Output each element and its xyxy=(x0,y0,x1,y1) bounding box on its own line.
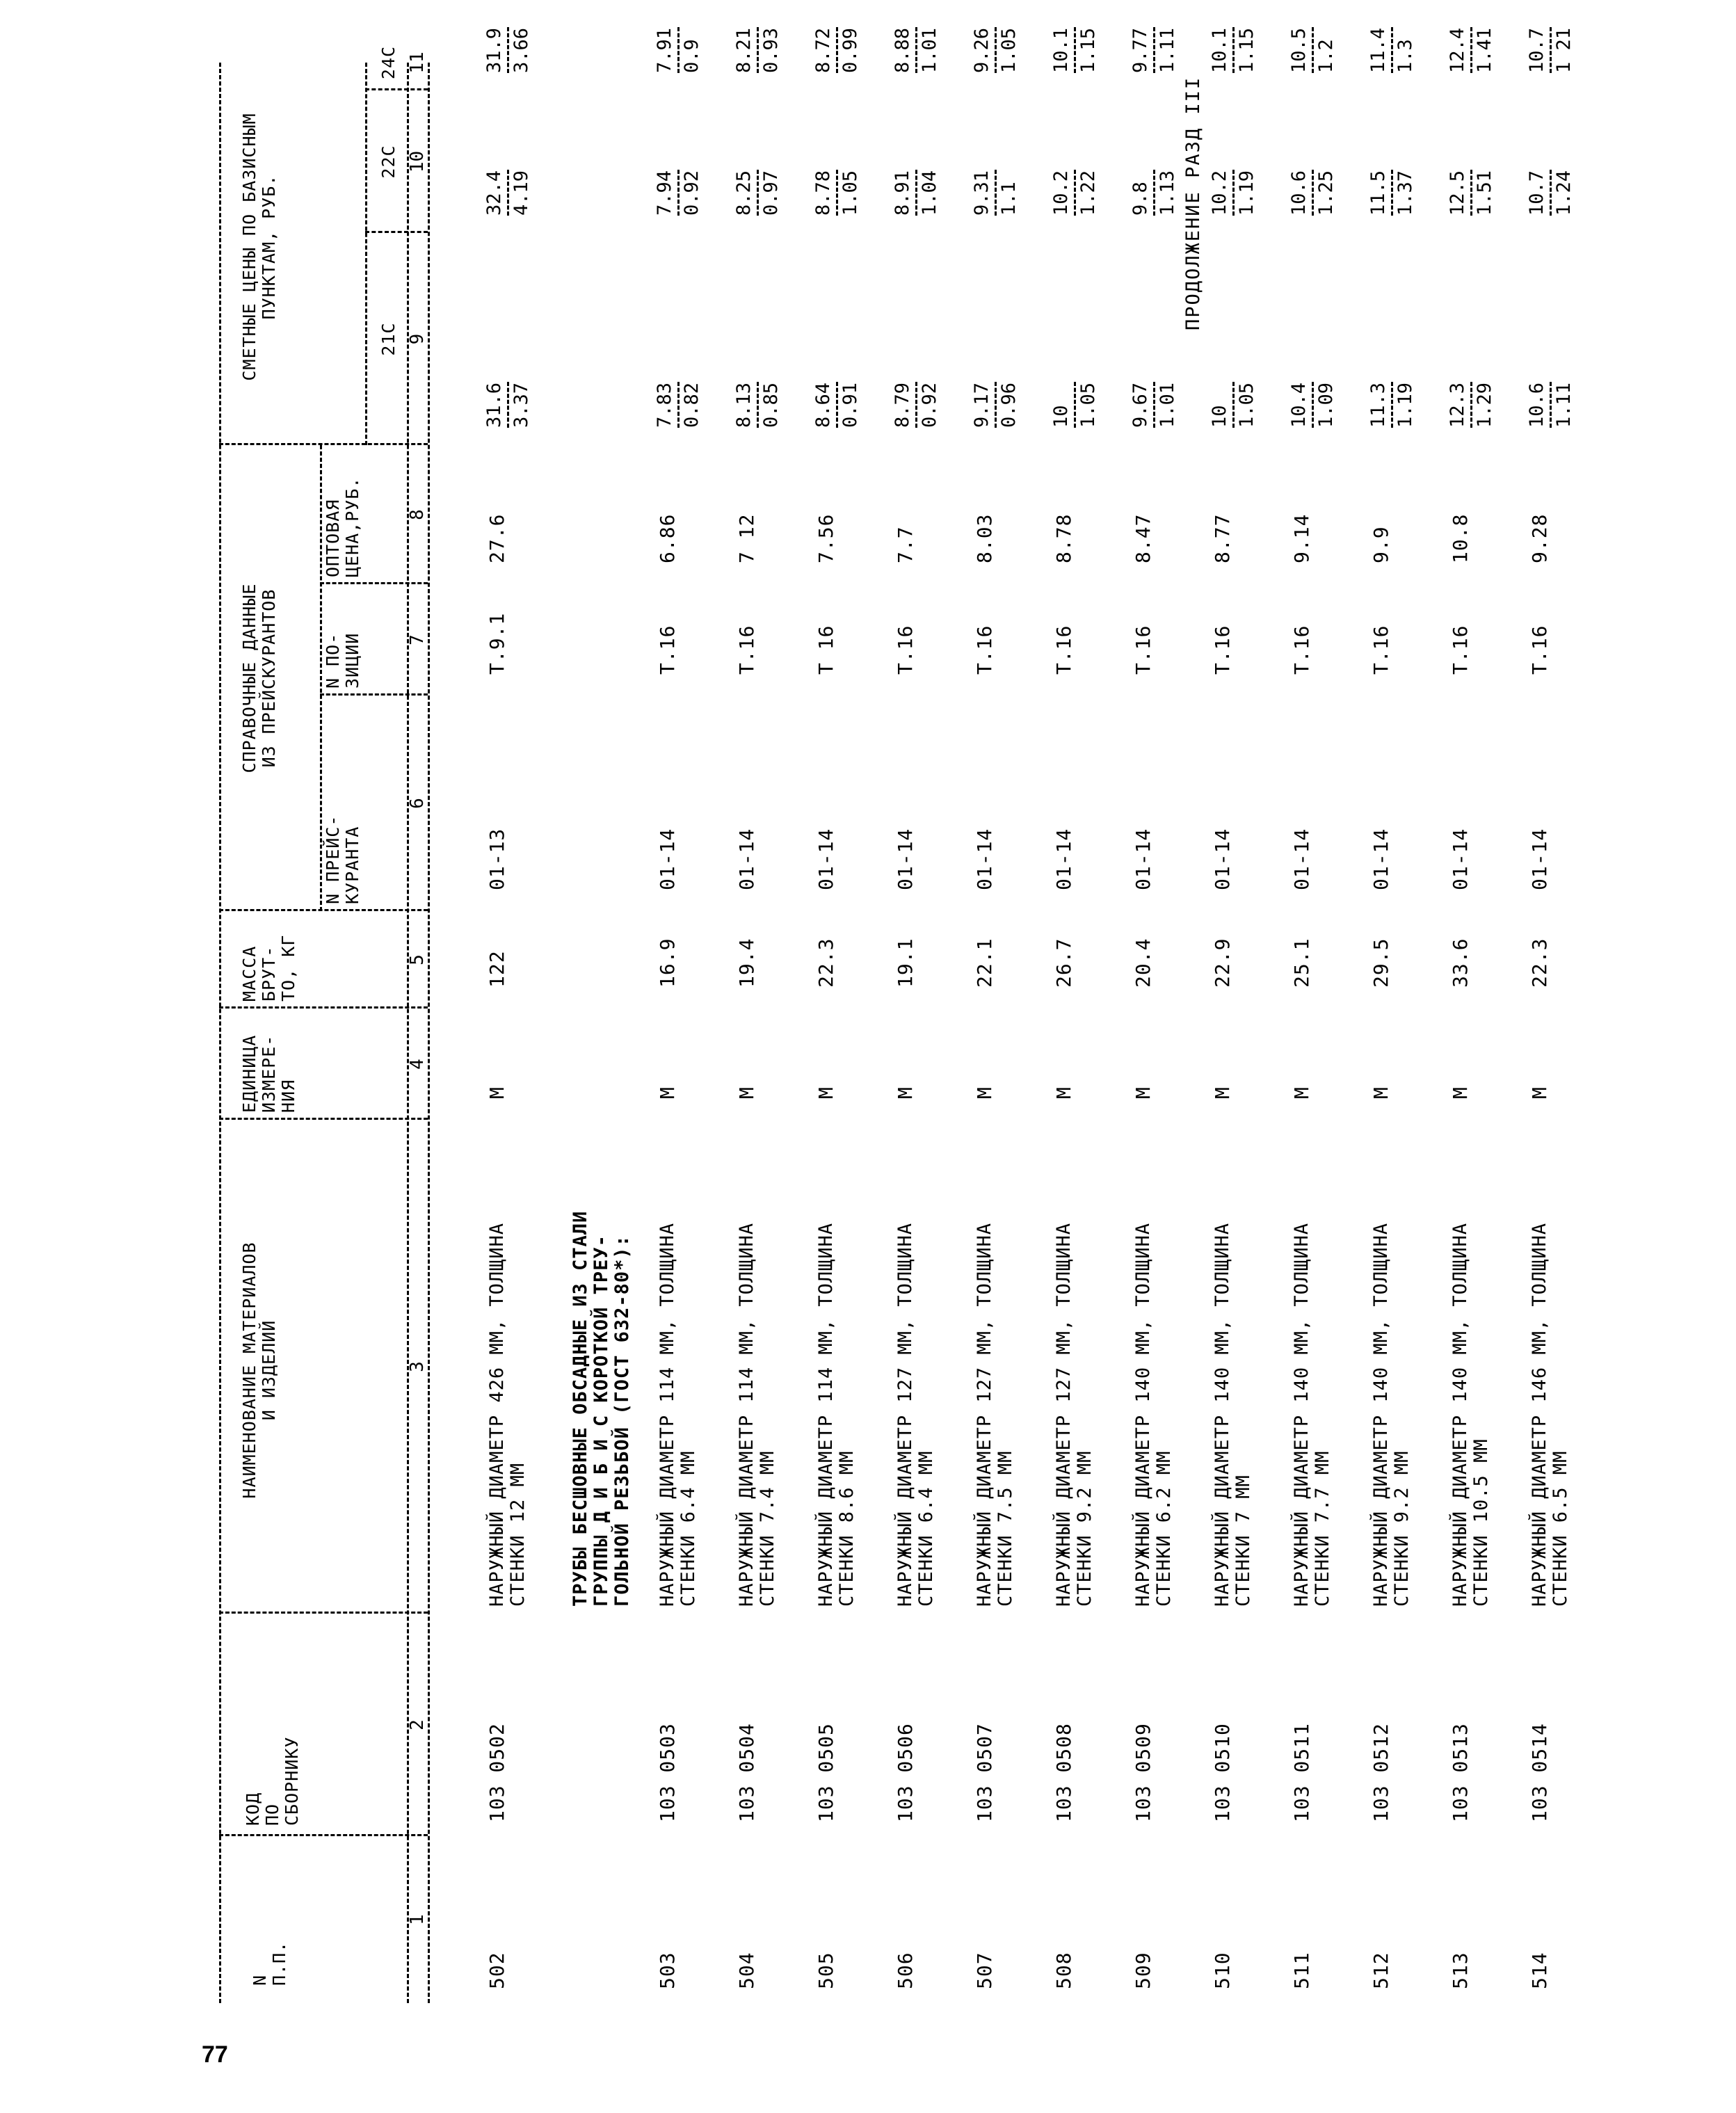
column-number: 11 xyxy=(407,51,428,74)
row-price-p24 xyxy=(1209,27,1258,73)
row-mass: 122 xyxy=(485,950,508,988)
row-number: 503 xyxy=(656,1952,679,1989)
row-price-p21 xyxy=(1447,382,1496,428)
row-code: 103 0506 xyxy=(894,1723,917,1822)
group-price-rule xyxy=(365,63,367,445)
row-wholesale: 8.03 xyxy=(973,513,996,563)
header-pricelist: N ПРЕЙС- КУРАНТА xyxy=(323,814,362,904)
price-numerator: 10.7 xyxy=(1526,27,1548,73)
row-price-p24 xyxy=(483,27,533,73)
price-denominator: 3.66 xyxy=(511,27,532,73)
row-pricelist: 01-14 xyxy=(1369,828,1392,890)
row-position: Т.16 xyxy=(656,625,679,675)
row-code: 103 0514 xyxy=(1528,1723,1551,1822)
fraction-rule xyxy=(1470,382,1472,428)
row-name: НАРУЖНЫЙ ДИАМЕТР 140 ММ, ТОЛЩИНА СТЕНКИ 6.2 ММ xyxy=(1132,1222,1175,1607)
fraction-rule xyxy=(915,27,917,73)
price-numerator: 9.17 xyxy=(971,382,992,428)
row-wholesale: 27.6 xyxy=(485,513,508,563)
row-mass: 26.7 xyxy=(1052,938,1075,988)
price-denominator: 1.13 xyxy=(1157,170,1178,216)
col-rule-2 xyxy=(219,1612,428,1614)
row-position: Т.16 xyxy=(1528,625,1551,675)
row-price-p22 xyxy=(1050,170,1100,216)
row-position: Т.9.1 xyxy=(485,612,508,675)
fraction-rule xyxy=(677,27,680,73)
row-price-p22 xyxy=(812,170,862,216)
row-wholesale: 8.78 xyxy=(1052,513,1075,563)
row-mass: 19.1 xyxy=(894,938,917,988)
row-pricelist: 01-14 xyxy=(1132,828,1155,890)
column-number: 5 xyxy=(407,954,428,965)
row-wholesale: 7.7 xyxy=(894,526,917,563)
header-24c: 24С xyxy=(378,45,399,80)
row-code: 103 0505 xyxy=(814,1723,837,1822)
row-mass: 20.4 xyxy=(1132,938,1155,988)
fraction-rule xyxy=(1391,170,1393,216)
row-price-p21 xyxy=(1050,382,1100,428)
row-price-p21 xyxy=(1130,382,1179,428)
row-price-p21 xyxy=(1367,382,1417,428)
column-number: 4 xyxy=(407,1059,428,1070)
price-numerator: 9.67 xyxy=(1130,382,1151,428)
row-code: 103 0503 xyxy=(656,1723,679,1822)
row-pricelist: 01-14 xyxy=(1449,828,1472,890)
price-numerator: 9.77 xyxy=(1130,27,1151,73)
price-numerator: 10.6 xyxy=(1526,382,1548,428)
row-unit: М xyxy=(1132,1086,1155,1099)
row-price-p21 xyxy=(733,382,782,428)
price-denominator: 1.11 xyxy=(1553,382,1575,428)
row-name: НАРУЖНЫЙ ДИАМЕТР 140 ММ, ТОЛЩИНА СТЕНКИ 7 ММ xyxy=(1212,1222,1254,1607)
row-price-p22 xyxy=(1367,170,1417,216)
fraction-rule xyxy=(1312,27,1314,73)
row-unit: М xyxy=(973,1086,996,1099)
row-price-p21 xyxy=(654,382,703,428)
row-price-p22 xyxy=(483,170,533,216)
row-name: НАРУЖНЫЙ ДИАМЕТР 140 ММ, ТОЛЩИНА СТЕНКИ 9.2 ММ xyxy=(1370,1222,1413,1607)
fraction-rule xyxy=(1232,382,1235,428)
row-code: 103 0511 xyxy=(1290,1723,1313,1822)
row-number: 508 xyxy=(1052,1952,1075,1989)
row-wholesale: 7.56 xyxy=(814,513,837,563)
row-number: 512 xyxy=(1369,1952,1392,1989)
row-wholesale: 9.28 xyxy=(1528,513,1551,563)
fraction-rule xyxy=(1312,382,1314,428)
row-price-p24 xyxy=(892,27,941,73)
fraction-rule xyxy=(1470,170,1472,216)
price-denominator: 1.51 xyxy=(1474,170,1495,216)
header-unit: ЕДИНИЦА ИЗМЕРЕ- НИЯ xyxy=(239,1034,298,1113)
fraction-rule xyxy=(677,382,680,428)
row-price-p22 xyxy=(892,170,941,216)
header-num-bottom-rule xyxy=(428,63,430,2003)
price-numerator: 8.72 xyxy=(812,27,834,73)
price-denominator: 0.9 xyxy=(681,39,702,73)
row-price-p21 xyxy=(483,382,533,428)
fraction-rule xyxy=(836,170,838,216)
row-price-p21 xyxy=(1209,382,1258,428)
row-wholesale: 9.9 xyxy=(1369,526,1392,563)
row-name: НАРУЖНЫЙ ДИАМЕТР 426 ММ, ТОЛЩИНА СТЕНКИ 12 ММ xyxy=(486,1222,529,1607)
row-price-p21 xyxy=(892,382,941,428)
row-price-p24 xyxy=(1526,27,1575,73)
row-position: Т.16 xyxy=(894,625,917,675)
price-numerator: 8.13 xyxy=(733,382,755,428)
row-code: 103 0509 xyxy=(1132,1723,1155,1822)
row-price-p24 xyxy=(1130,27,1179,73)
row-number: 504 xyxy=(735,1952,758,1989)
row-name: НАРУЖНЫЙ ДИАМЕТР 114 ММ, ТОЛЩИНА СТЕНКИ 7.4 ММ xyxy=(736,1222,778,1607)
fraction-rule xyxy=(677,170,680,216)
row-mass: 22.3 xyxy=(1528,938,1551,988)
price-denominator: 1 21 xyxy=(1553,27,1575,73)
row-unit: М xyxy=(1290,1086,1313,1099)
price-denominator: 0.92 xyxy=(681,170,702,216)
col-rule-3 xyxy=(219,1118,428,1120)
row-code: 103 0504 xyxy=(735,1723,758,1822)
fraction-rule xyxy=(995,170,997,216)
fraction-rule xyxy=(915,382,917,428)
rotated-table xyxy=(42,27,1575,2003)
row-price-p22 xyxy=(1288,170,1337,216)
row-code: 103 0510 xyxy=(1211,1723,1234,1822)
row-price-p22 xyxy=(1526,170,1575,216)
row-unit: М xyxy=(1052,1086,1075,1099)
price-numerator: 7.83 xyxy=(654,382,675,428)
column-number: 9 xyxy=(407,333,428,345)
row-pricelist: 01-14 xyxy=(656,828,679,890)
row-mass: 22.1 xyxy=(973,938,996,988)
row-position: Т.16 xyxy=(1052,625,1075,675)
fraction-rule xyxy=(1550,27,1552,73)
price-numerator: 8.78 xyxy=(812,170,834,216)
header-code: КОД ПО СБОРНИКУ xyxy=(243,1736,302,1826)
price-denominator: 1.25 xyxy=(1315,170,1337,216)
fraction-rule xyxy=(915,170,917,216)
price-numerator: 10.7 xyxy=(1526,170,1548,216)
price-denominator: 1.37 xyxy=(1395,170,1416,216)
row-unit: М xyxy=(485,1086,508,1099)
row-mass: 19.4 xyxy=(735,938,758,988)
price-denominator: 4.19 xyxy=(511,170,532,216)
price-numerator: 10 xyxy=(1209,405,1230,428)
fraction-rule xyxy=(757,27,759,73)
price-numerator: 9.26 xyxy=(971,27,992,73)
row-price-p24 xyxy=(1288,27,1337,73)
price-numerator: 12.3 xyxy=(1447,382,1468,428)
price-numerator: 12.5 xyxy=(1447,170,1468,216)
row-code: 103 0502 xyxy=(485,1723,508,1822)
header-price-group: СМЕТНЫЕ ЦЕНЫ ПО БАЗИСНЫМ ПУНКТАМ, РУБ. xyxy=(239,113,279,381)
price-denominator: 1.41 xyxy=(1474,27,1495,73)
row-price-p21 xyxy=(971,382,1020,428)
price-numerator: 10.6 xyxy=(1288,170,1310,216)
header-21c: 21С xyxy=(378,322,399,356)
row-wholesale: 8.77 xyxy=(1211,513,1234,563)
row-code: 103 0513 xyxy=(1449,1723,1472,1822)
row-name: НАРУЖНЫЙ ДИАМЕТР 140 ММ, ТОЛЩИНА СТЕНКИ 10.5 ММ xyxy=(1449,1222,1492,1607)
group-title: ТРУБЫ БЕСШОВНЫЕ ОБСАДНЫЕ ИЗ СТАЛИ ГРУППЫ Д И Б И С КОРОТКОЙ ТРЕУ- ГОЛЬНОЙ РЕЗЬБОЙ (ГОСТ 632-80*): xyxy=(570,1210,633,1607)
column-number: 8 xyxy=(407,509,428,520)
column-number: 2 xyxy=(407,1719,428,1730)
row-mass: 29.5 xyxy=(1369,938,1392,988)
row-unit: М xyxy=(1369,1086,1392,1099)
price-denominator: 0.96 xyxy=(998,382,1020,428)
price-numerator: 9.8 xyxy=(1130,182,1151,216)
row-number: 510 xyxy=(1211,1952,1234,1989)
row-number: 505 xyxy=(814,1952,837,1989)
price-denominator: 1.19 xyxy=(1236,170,1257,216)
row-position: Т.16 xyxy=(1211,625,1234,675)
price-numerator: 31.6 xyxy=(483,382,505,428)
fraction-rule xyxy=(836,27,838,73)
price-denominator: 1.01 xyxy=(919,27,940,73)
price-numerator: 10.5 xyxy=(1288,27,1310,73)
header-ref-group: СПРАВОЧНЫЕ ДАННЫЕ ИЗ ПРЕЙСКУРАНТОВ xyxy=(239,583,279,773)
price-numerator: 10.2 xyxy=(1050,170,1072,216)
price-numerator: 10.1 xyxy=(1209,27,1230,73)
price-denominator: 1.04 xyxy=(919,170,940,216)
price-denominator: 0.93 xyxy=(760,27,782,73)
row-name: НАРУЖНЫЙ ДИАМЕТР 127 ММ, ТОЛЩИНА СТЕНКИ 7.5 ММ xyxy=(974,1222,1016,1607)
row-unit: М xyxy=(656,1086,679,1099)
row-number: 506 xyxy=(894,1952,917,1989)
fraction-rule xyxy=(1391,382,1393,428)
price-numerator: 10 xyxy=(1050,405,1072,428)
row-unit: М xyxy=(894,1086,917,1099)
price-numerator: 8.25 xyxy=(733,170,755,216)
price-denominator: 1.19 xyxy=(1395,382,1416,428)
group-ref-rule xyxy=(320,445,322,911)
fraction-rule xyxy=(1550,382,1552,428)
row-price-p22 xyxy=(1447,170,1496,216)
fraction-rule xyxy=(1074,27,1076,73)
price-denominator: 1.29 xyxy=(1474,382,1495,428)
price-denominator: 1.09 xyxy=(1315,382,1337,428)
row-price-p22 xyxy=(1130,170,1179,216)
column-number: 10 xyxy=(407,150,428,173)
fraction-rule xyxy=(995,382,997,428)
row-pricelist: 01-13 xyxy=(485,828,508,890)
row-price-p24 xyxy=(733,27,782,73)
row-price-p22 xyxy=(971,170,1020,216)
price-numerator: 32.4 xyxy=(483,170,505,216)
price-denominator: 1.15 xyxy=(1077,27,1099,73)
price-numerator: 8.88 xyxy=(892,27,913,73)
row-number: 509 xyxy=(1132,1952,1155,1989)
price-numerator: 11.4 xyxy=(1367,27,1389,73)
price-numerator: 8.21 xyxy=(733,27,755,73)
row-number: 511 xyxy=(1290,1952,1313,1989)
row-mass: 16.9 xyxy=(656,938,679,988)
page-number: 77 xyxy=(202,2041,228,2068)
price-numerator: 31.9 xyxy=(483,27,505,73)
price-denominator: 1.2 xyxy=(1315,39,1337,73)
column-number: 7 xyxy=(407,634,428,645)
row-mass: 22.3 xyxy=(814,938,837,988)
row-pricelist: 01-14 xyxy=(735,828,758,890)
price-denominator: 0.92 xyxy=(919,382,940,428)
price-denominator: 1.11 xyxy=(1157,27,1178,73)
row-name: НАРУЖНЫЙ ДИАМЕТР 114 ММ, ТОЛЩИНА СТЕНКИ 6.4 ММ xyxy=(657,1222,699,1607)
fraction-rule xyxy=(995,27,997,73)
price-denominator: 0.97 xyxy=(760,170,782,216)
row-unit: М xyxy=(1449,1086,1472,1099)
row-unit: М xyxy=(735,1086,758,1099)
row-wholesale: 9.14 xyxy=(1290,513,1313,563)
header-n: N П.П. xyxy=(250,1941,289,1986)
price-denominator: 1.05 xyxy=(998,27,1020,73)
price-numerator: 10.2 xyxy=(1209,170,1230,216)
row-number: 502 xyxy=(485,1952,508,1989)
price-numerator: 8.79 xyxy=(892,382,913,428)
row-unit: М xyxy=(814,1086,837,1099)
running-head: ПРОДОЛЖЕНИЕ РАЗД III xyxy=(1182,76,1204,330)
row-position: Т.16 xyxy=(973,625,996,675)
row-pricelist: 01-14 xyxy=(1528,828,1551,890)
row-price-p21 xyxy=(1288,382,1337,428)
col-rule-1 xyxy=(219,1834,428,1836)
price-numerator: 10.1 xyxy=(1050,27,1072,73)
fraction-rule xyxy=(507,382,509,428)
price-numerator: 11.5 xyxy=(1367,170,1389,216)
fraction-rule xyxy=(1153,27,1155,73)
row-name: НАРУЖНЫЙ ДИАМЕТР 114 ММ, ТОЛЩИНА СТЕНКИ 8.6 ММ xyxy=(815,1222,858,1607)
row-name: НАРУЖНЫЙ ДИАМЕТР 146 ММ, ТОЛЩИНА СТЕНКИ 6.5 ММ xyxy=(1529,1222,1571,1607)
price-denominator: 1.05 xyxy=(1236,382,1257,428)
price-numerator: 11.3 xyxy=(1367,382,1389,428)
row-position: Т.16 xyxy=(735,625,758,675)
header-mass: МАССА БРУТ- ТО, КГ xyxy=(239,934,298,1002)
row-wholesale: 7 12 xyxy=(735,513,758,563)
row-price-p24 xyxy=(1367,27,1417,73)
price-denominator: 1.15 xyxy=(1236,27,1257,73)
row-position: Т.16 xyxy=(1449,625,1472,675)
row-mass: 25.1 xyxy=(1290,938,1313,988)
row-position: Т.16 xyxy=(1290,625,1313,675)
fraction-rule xyxy=(836,382,838,428)
row-position: Т 16 xyxy=(814,625,837,675)
row-price-p22 xyxy=(733,170,782,216)
price-numerator: 9.31 xyxy=(971,170,992,216)
price-denominator: 1.24 xyxy=(1553,170,1575,216)
price-denominator: 0.91 xyxy=(839,382,861,428)
price-denominator: 0.99 xyxy=(839,27,861,73)
column-number: 1 xyxy=(407,1914,428,1925)
row-wholesale: 8.47 xyxy=(1132,513,1155,563)
header-name: НАИМЕНОВАНИЕ МАТЕРИАЛОВ И ИЗДЕЛИЙ xyxy=(239,1242,279,1499)
row-pricelist: 01-14 xyxy=(894,828,917,890)
row-mass: 22.9 xyxy=(1211,938,1234,988)
row-pricelist: 01-14 xyxy=(1290,828,1313,890)
header-wholesale: ОПТОВАЯ ЦЕНА,РУБ. xyxy=(323,476,362,577)
row-price-p22 xyxy=(654,170,703,216)
fraction-rule xyxy=(1470,27,1472,73)
fraction-rule xyxy=(1232,27,1235,73)
header-position: N ПО- ЗИЦИИ xyxy=(323,632,362,689)
price-denominator: 3.37 xyxy=(511,382,532,428)
row-unit: М xyxy=(1528,1086,1551,1099)
price-numerator: 7.94 xyxy=(654,170,675,216)
row-code: 103 0507 xyxy=(973,1723,996,1822)
price-denominator: 1.22 xyxy=(1077,170,1099,216)
fraction-rule xyxy=(1232,170,1235,216)
row-position: Т.16 xyxy=(1132,625,1155,675)
row-name: НАРУЖНЫЙ ДИАМЕТР 127 ММ, ТОЛЩИНА СТЕНКИ 6.4 ММ xyxy=(894,1222,937,1607)
price-numerator: 12.4 xyxy=(1447,27,1468,73)
fraction-rule xyxy=(1153,382,1155,428)
fraction-rule xyxy=(757,170,759,216)
fraction-rule xyxy=(1074,170,1076,216)
row-position: Т.16 xyxy=(1369,625,1392,675)
row-wholesale: 10.8 xyxy=(1449,513,1472,563)
column-number: 6 xyxy=(407,798,428,809)
row-unit: М xyxy=(1211,1086,1234,1099)
fraction-rule xyxy=(1312,170,1314,216)
price-denominator: 1.05 xyxy=(839,170,861,216)
row-name: НАРУЖНЫЙ ДИАМЕТР 127 ММ, ТОЛЩИНА СТЕНКИ 9.2 ММ xyxy=(1053,1222,1095,1607)
price-denominator: 1.3 xyxy=(1395,39,1416,73)
fraction-rule xyxy=(757,382,759,428)
fraction-rule xyxy=(1153,170,1155,216)
row-mass: 33.6 xyxy=(1449,938,1472,988)
row-price-p21 xyxy=(812,382,862,428)
row-price-p24 xyxy=(1050,27,1100,73)
row-price-p24 xyxy=(654,27,703,73)
fraction-rule xyxy=(507,27,509,73)
column-number: 3 xyxy=(407,1361,428,1372)
row-code: 103 0508 xyxy=(1052,1723,1075,1822)
price-denominator: 1.1 xyxy=(998,182,1020,216)
fraction-rule xyxy=(507,170,509,216)
price-denominator: 1.05 xyxy=(1077,382,1099,428)
header-top-rule xyxy=(219,63,221,2003)
row-price-p24 xyxy=(812,27,862,73)
price-denominator: 0.82 xyxy=(681,382,702,428)
price-numerator: 8.64 xyxy=(812,382,834,428)
row-number: 513 xyxy=(1449,1952,1472,1989)
price-denominator: 0.85 xyxy=(760,382,782,428)
row-number: 507 xyxy=(973,1952,996,1989)
row-price-p24 xyxy=(1447,27,1496,73)
row-pricelist: 01-14 xyxy=(973,828,996,890)
row-name: НАРУЖНЫЙ ДИАМЕТР 140 ММ, ТОЛЩИНА СТЕНКИ 7.7 ММ xyxy=(1291,1222,1333,1607)
row-pricelist: 01-14 xyxy=(814,828,837,890)
price-denominator: 1.01 xyxy=(1157,382,1178,428)
fraction-rule xyxy=(1074,382,1076,428)
row-price-p21 xyxy=(1526,382,1575,428)
price-numerator: 7.91 xyxy=(654,27,675,73)
price-numerator: 10.4 xyxy=(1288,382,1310,428)
row-pricelist: 01-14 xyxy=(1211,828,1234,890)
row-wholesale: 6.86 xyxy=(656,513,679,563)
row-number: 514 xyxy=(1528,1952,1551,1989)
price-numerator: 8.91 xyxy=(892,170,913,216)
fraction-rule xyxy=(1391,27,1393,73)
header-22c: 22С xyxy=(378,145,399,179)
row-price-p24 xyxy=(971,27,1020,73)
row-pricelist: 01-14 xyxy=(1052,828,1075,890)
row-code: 103 0512 xyxy=(1369,1723,1392,1822)
row-price-p22 xyxy=(1209,170,1258,216)
fraction-rule xyxy=(1550,170,1552,216)
